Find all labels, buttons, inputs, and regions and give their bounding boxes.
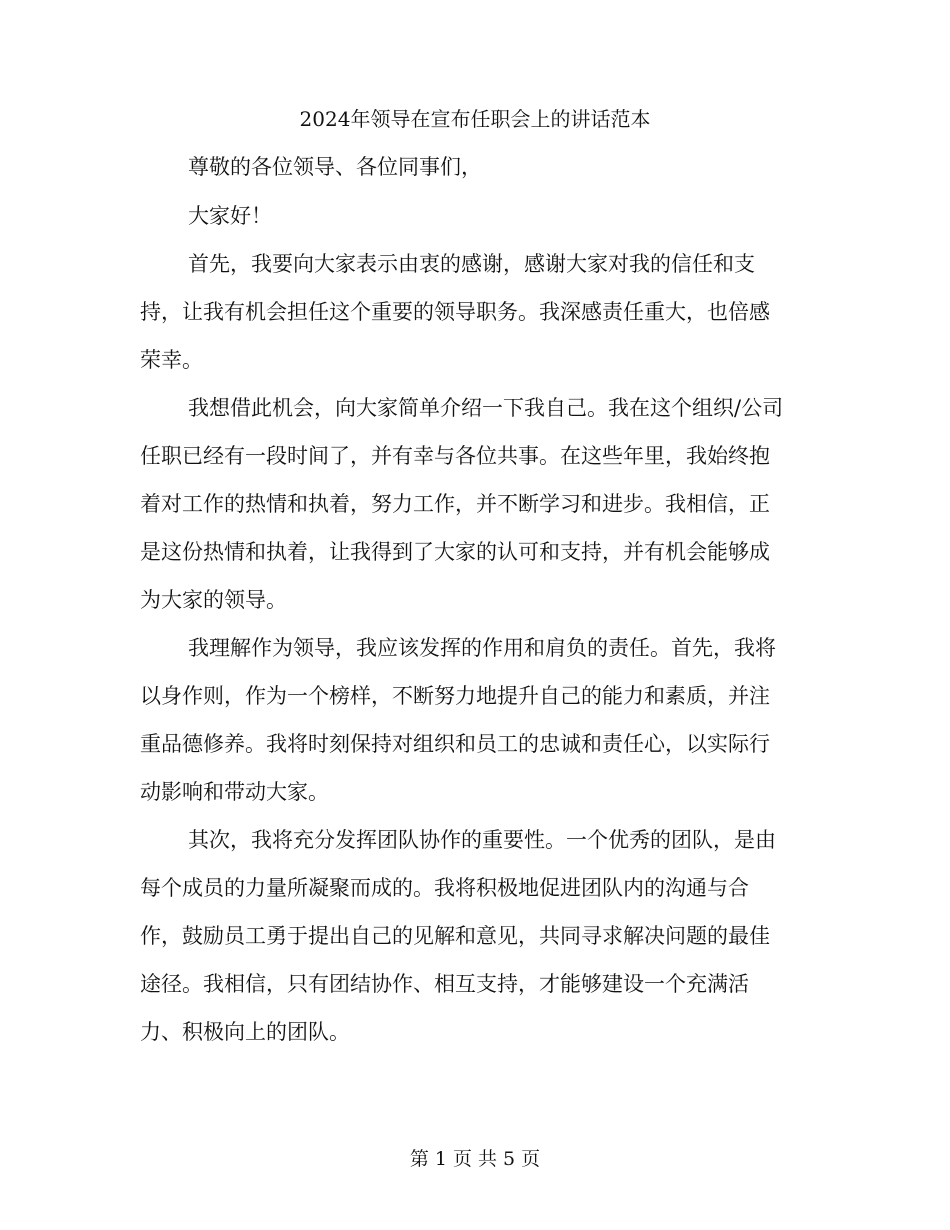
paragraph-3-line-2: 以身作则，作为一个榜样，不断努力地提升自己的能力和素质，并注 bbox=[140, 684, 770, 708]
page-number-footer: 第 1 页 共 5 页 bbox=[409, 1148, 541, 1170]
paragraph-2-line-3: 着对工作的热情和执着，努力工作，并不断学习和进步。我相信，正 bbox=[140, 492, 770, 516]
paragraph-4-line-5: 力、积极向上的团队。 bbox=[140, 1020, 350, 1044]
paragraph-1-line-1: 首先，我要向大家表示由衷的感谢，感谢大家对我的信任和支 bbox=[188, 252, 755, 276]
paragraph-3-line-3: 重品德修养。我将时刻保持对组织和员工的忠诚和责任心，以实际行 bbox=[140, 732, 770, 756]
paragraph-4-line-1: 其次，我将充分发挥团队协作的重要性。一个优秀的团队，是由 bbox=[188, 828, 776, 852]
salutation-line: 尊敬的各位领导、各位同事们， bbox=[188, 155, 482, 179]
paragraph-2-line-5: 为大家的领导。 bbox=[140, 588, 287, 612]
paragraph-4-line-2: 每个成员的力量所凝聚而成的。我将积极地促进团队内的沟通与合 bbox=[140, 876, 749, 900]
paragraph-1-line-3: 荣幸。 bbox=[140, 348, 203, 372]
paragraph-4-line-3: 作，鼓励员工勇于提出自己的见解和意见，共同寻求解决问题的最佳 bbox=[140, 924, 770, 948]
paragraph-4-line-4: 途径。我相信，只有团结协作、相互支持，才能够建设一个充满活 bbox=[140, 972, 749, 996]
paragraph-2-line-1: 我想借此机会，向大家简单介绍一下我自己。我在这个组织/公司 bbox=[188, 396, 784, 420]
paragraph-1-line-2: 持，让我有机会担任这个重要的领导职务。我深感责任重大，也倍感 bbox=[140, 300, 770, 324]
greeting-line: 大家好！ bbox=[188, 204, 272, 228]
document-title: 2024年领导在宣布任职会上的讲话范本 bbox=[299, 107, 651, 131]
paragraph-2-line-2: 任职已经有一段时间了，并有幸与各位共事。在这些年里，我始终抱 bbox=[140, 444, 770, 468]
paragraph-2-line-4: 是这份热情和执着，让我得到了大家的认可和支持，并有机会能够成 bbox=[140, 540, 770, 564]
paragraph-3-line-1: 我理解作为领导，我应该发挥的作用和肩负的责任。首先，我将 bbox=[188, 636, 776, 660]
paragraph-3-line-4: 动影响和带动大家。 bbox=[140, 780, 329, 804]
